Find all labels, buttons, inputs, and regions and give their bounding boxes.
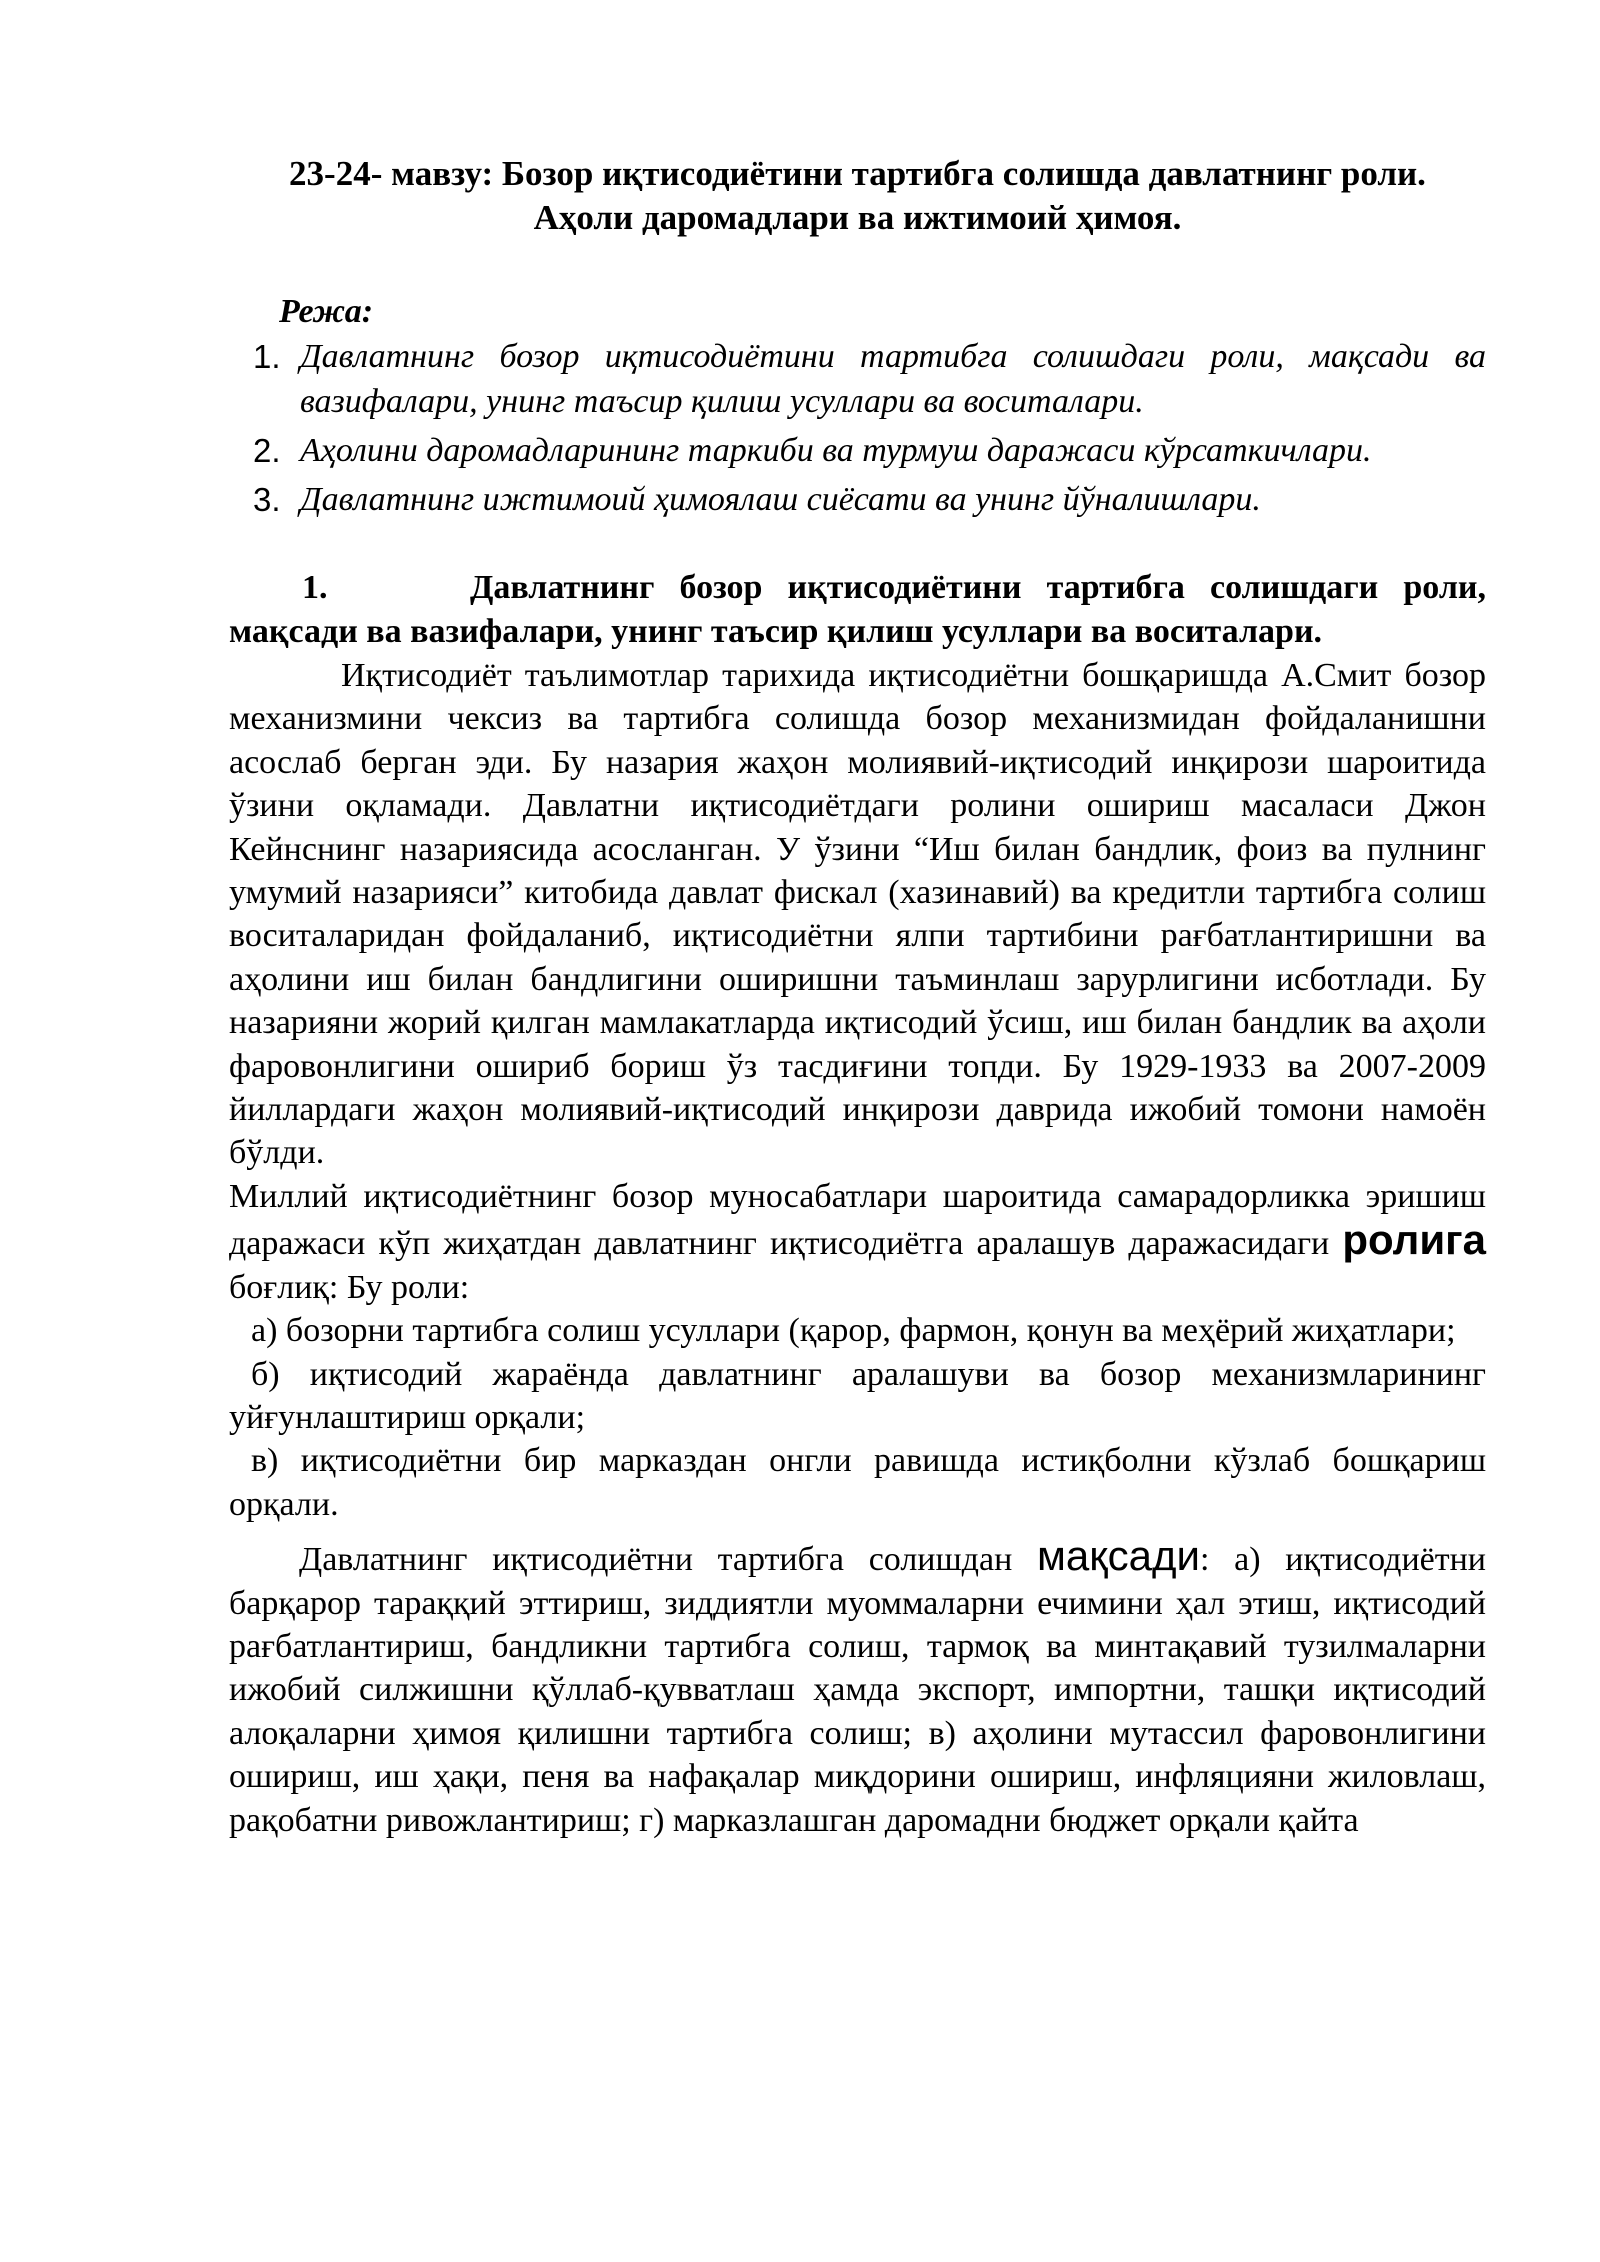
plan-item-2 (229, 428, 1486, 473)
section-number: 1. (302, 569, 328, 606)
plan-item-text: Давлатнинг ижтимоий ҳимоялаш сиёсати ва унинг йўналишлари. (300, 481, 1261, 518)
list-item-b: б) иқтисодий жараёнда давлатнинг аралашуви ва бозор механизмларининг уйғунлаштириш орқали; (229, 1355, 1486, 1436)
plan-heading: Режа: (279, 293, 374, 330)
title-line-2: Аҳоли даромадлари ва ижтимоий ҳимоя. (533, 198, 1182, 237)
plan-item-text: Аҳолини даромадларининг таркиби ва турмуш даражаси кўрсаткичлари. (300, 432, 1372, 469)
paragraph-1: Иқтисодиёт таълимотлар тарихида иқтисодиётни бошқаришда А.Смит бозор механизмини чексиз ва тартибга солишда бозор механизмидан фойдаланишни асослаб берган эди. Бу назария жаҳон молиявий-иқтисодий инқирози шароитида ўзини оқламади. Давлатни иқтисодиётдаги ролини ошириш масаласи Джон Кейнснинг назариясида асосланган. У ўзини “Иш билан бандлик, фоиз ва пулнинг умумий назарияси” китобида давлат фискал (хазинавий) ва кредитли тартибга солиш воситаларидан фойдаланиб, иқтисодиётни ялпи тартибини рағбатлантиришни ва аҳолини иш билан бандлигини оширишни таъминлаш зарурлигини исботлади. Бу назарияни жорий қилган мамлакатларда иқтисодий ўсиш, иш билан бандлик ва аҳоли фаровонлигини ошириб бориш ўз тасдиғини топди. Бу 1929-1933 ва 2007-2009 йиллардаги жаҳон молиявий-иқтисодий инқирози даврида ижобий томони намоён бўлди. (229, 657, 1486, 1172)
paragraph-2-text: Миллий иқтисодиётнинг бозор муносабатлари шароитида самарадорликка эришиш даражаси кўп жиҳатдан давлатнинг иқтисодиётга аралашув даражасидаги (229, 1177, 1486, 1263)
document-page (229, 152, 1486, 1842)
plan-list (229, 334, 1486, 522)
section-heading-text: Давлатнинг бозор иқтисодиётини тартибга солишдаги роли, мақсади ва вазифалари, унинг таъсир қилиш усуллари ва воситалари. (229, 569, 1486, 650)
list-item-a: а) бозорни тартибга солиш усуллари (қарор, фармон, қонун ва меҳёрий жиҳатлари; (251, 1312, 1456, 1350)
paragraph-3-tail: : а) иқтисодиётни барқарор тараққий эттириш, зиддиятли муоммаларни ечимини ҳал этиш, иқтисодий рағбатлантириш, бандликни тартибга солиш, тармоқ ва минтақавий тузилмаларни ижобий силжишни қўллаб-қувватлаш ҳамда экспорт, импортни, ташқи иқтисодий алоқаларни ҳимоя қилишни тартибга солиш; в) аҳолини мутассил фаровонлигини ошириш, иш ҳақи, пеня ва нафақалар миқдорини ошириш, инфляцияни жиловлаш, рақобатни ривожлантириш; г) марказлашган даромадни бюджет орқали қайта (229, 1541, 1487, 1839)
plan-item-1 (229, 334, 1486, 424)
paragraph-3-text: Давлатнинг иқтисодиётни тартибга солишдан (299, 1541, 1038, 1579)
paragraph-2 (229, 1175, 1486, 1309)
emphasized-word-goal: мақсади (1037, 1532, 1200, 1580)
paragraph-3 (229, 1534, 1486, 1842)
plan-item-3 (229, 477, 1486, 522)
plan-item-number: 1. (253, 338, 281, 375)
plan-item-number: 3. (253, 481, 281, 518)
section-heading (229, 566, 1486, 654)
emphasized-word-role: ролига (1342, 1216, 1486, 1264)
document-title (229, 152, 1486, 240)
plan-item-number: 2. (253, 432, 281, 469)
title-line-1: 23-24- мавзу: Бозор иқтисодиётини тартибга солишда давлатнинг роли. (289, 154, 1426, 193)
plan-item-text: Давлатнинг бозор иқтисодиётини тартибга солишдаги роли, мақсади ва вазифалари, унинг таъсир қилиш усуллари ва воситалари. (300, 338, 1486, 420)
paragraph-2-tail: боғлиқ: Бу роли: (229, 1268, 470, 1306)
plan-section (229, 290, 1486, 522)
list-item-c: в) иқтисодиётни бир марказдан онгли равишда истиқболни кўзлаб бошқариш орқали. (229, 1442, 1486, 1523)
